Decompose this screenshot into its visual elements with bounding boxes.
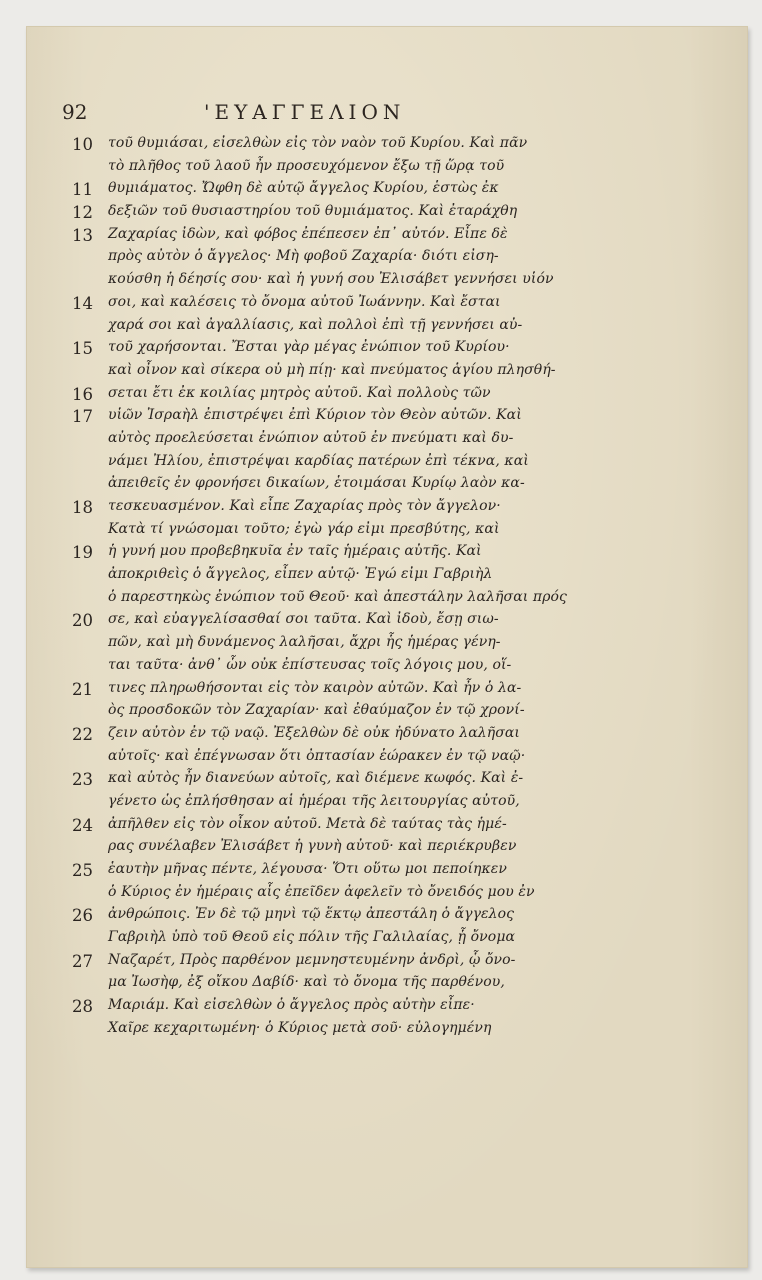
text-line — [72, 813, 632, 836]
line-text: πῶν, καὶ μὴ δυνάμενος λαλῆσαι, ἄχρι ἧς ἡμέρας γένη- — [108, 634, 501, 651]
text-line — [72, 608, 632, 631]
text-line — [72, 835, 632, 858]
verse-number: 17 — [72, 407, 93, 427]
text-line — [72, 177, 632, 200]
text-line — [72, 223, 632, 246]
line-text: τοῦ θυμιάσαι, εἰσελθὼν εἰς τὸν ναὸν τοῦ Κυρίου. Καὶ πᾶν — [108, 135, 528, 151]
gospel-text-block — [72, 132, 632, 1040]
text-line — [72, 1017, 632, 1040]
text-line — [72, 631, 632, 654]
line-text: Κατὰ τί γνώσομαι τοῦτο; ἐγὼ γάρ εἰμι πρεσβύτης, καὶ — [108, 520, 500, 537]
line-text: τινες πληρωθήσονται εἰς τὸν καιρὸν αὐτῶν. Καὶ ἦν ὁ λα- — [108, 679, 522, 696]
line-text: Μαριάμ. Καὶ εἰσελθὼν ὁ ἄγγελος πρὸς αὐτὴν εἶπε· — [108, 997, 475, 1014]
text-line — [72, 314, 632, 337]
text-line — [72, 971, 632, 994]
verse-number: 22 — [72, 724, 93, 744]
verse-number: 14 — [72, 293, 93, 313]
line-text: σοι, καὶ καλέσεις τὸ ὄνομα αὐτοῦ Ἰωάννην. Καὶ ἔσται — [108, 293, 501, 310]
text-line — [72, 382, 632, 405]
verse-number: 24 — [72, 815, 93, 835]
text-line — [72, 245, 632, 268]
verse-number: 11 — [72, 180, 93, 200]
text-line — [72, 359, 632, 382]
line-text: τὸ πλῆθος τοῦ λαοῦ ἦν προσευχόμενον ἔξω τῇ ὥρᾳ τοῦ — [108, 157, 505, 174]
verse-number: 20 — [72, 611, 93, 631]
text-line — [72, 586, 632, 609]
verse-number: 18 — [72, 498, 93, 517]
text-line — [72, 949, 632, 972]
text-line — [72, 677, 632, 700]
running-title: 'ΕΥΑΓΓΕΛΙΟΝ — [204, 100, 406, 124]
line-text: αὐτὸς προελεύσεται ἐνώπιον αὐτοῦ ἐν πνεύματι καὶ δυ- — [108, 429, 514, 446]
line-text: καὶ αὐτὸς ἦν διανεύων αὐτοῖς, καὶ διέμενε κωφός. Καὶ ἐ- — [108, 770, 524, 787]
verse-number: 26 — [72, 906, 93, 926]
text-line — [72, 291, 632, 314]
line-text: μα Ἰωσὴφ, ἐξ οἴκου Δαβίδ· καὶ τὸ ὄνομα τῆς παρθένου, — [108, 974, 505, 991]
line-text: ἀνθρώποις. Ἐν δὲ τῷ μηνὶ τῷ ἕκτῳ ἀπεστάλη ὁ ἄγγελος — [108, 906, 515, 923]
text-line — [72, 495, 632, 518]
verse-number: 10 — [72, 135, 93, 154]
text-line — [72, 790, 632, 813]
line-text: νάμει Ἠλίου, ἐπιστρέψαι καρδίας πατέρων ἐπὶ τέκνα, καὶ — [108, 452, 529, 469]
verse-number: 21 — [72, 679, 93, 699]
text-line — [72, 336, 632, 359]
text-line — [72, 926, 632, 949]
text-line — [72, 427, 632, 450]
verse-number: 28 — [72, 997, 93, 1017]
text-line — [72, 654, 632, 677]
line-text: αὐτοῖς· καὶ ἐπέγνωσαν ὅτι ὀπτασίαν ἑώρακεν ἐν τῷ ναῷ· — [108, 747, 526, 764]
line-text: τοῦ χαρήσονται. Ἔσται γὰρ μέγας ἐνώπιον τοῦ Κυρίου· — [108, 339, 510, 356]
verse-number: 13 — [72, 225, 93, 245]
line-text: χαρά σοι καὶ ἀγαλλίασις, καὶ πολλοὶ ἐπὶ τῇ γεννήσει αὐ- — [108, 316, 523, 333]
text-line — [72, 745, 632, 768]
verse-number: 12 — [72, 203, 93, 223]
text-line — [72, 903, 632, 926]
verse-number: 23 — [72, 770, 93, 790]
text-line — [72, 200, 632, 223]
line-text: καὶ οἶνον καὶ σίκερα οὐ μὴ πίῃ· καὶ πνεύματος ἁγίου πλησθή- — [108, 361, 556, 378]
verse-number: 25 — [72, 861, 93, 880]
line-text: κούσθη ἡ δέησίς σου· καὶ ἡ γυνή σου Ἐλισάβετ γεννήσει υἱόν — [108, 271, 554, 288]
text-line — [72, 540, 632, 563]
line-text: γένετο ὡς ἐπλήσθησαν αἱ ἡμέραι τῆς λειτουργίας αὐτοῦ, — [108, 792, 520, 809]
line-text: ὸς προσδοκῶν τὸν Ζαχαρίαν· καὶ ἐθαύμαζον ἐν τῷ χρονί- — [108, 702, 525, 719]
line-text: ἀπῆλθεν εἰς τὸν οἶκον αὐτοῦ. Μετὰ δὲ ταύτας τὰς ἡμέ- — [108, 815, 507, 832]
page-number: 92 — [62, 100, 88, 124]
line-text: Γαβριὴλ ὑπὸ τοῦ Θεοῦ εἰς πόλιν τῆς Γαλιλαίας, ᾗ ὄνομα — [108, 929, 516, 946]
line-text: Ζαχαρίας ἰδὼν, καὶ φόβος ἐπέπεσεν ἐπ᾽ αὐτόν. Εἶπε δὲ — [108, 225, 508, 242]
verse-number: 16 — [72, 384, 93, 404]
line-text: Χαῖρε κεχαριτωμένη· ὁ Κύριος μετὰ σοῦ· εὐλογημένη — [108, 1019, 492, 1036]
text-line — [72, 518, 632, 541]
line-text: ὁ παρεστηκὼς ἐνώπιον τοῦ Θεοῦ· καὶ ἀπεστάλην λαλῆσαι πρός — [108, 588, 567, 605]
running-head — [62, 100, 622, 126]
line-text: ἀποκριθεὶς ὁ ἄγγελος, εἶπεν αὐτῷ· Ἐγώ εἰμι Γαβριὴλ — [108, 566, 493, 583]
text-line — [72, 699, 632, 722]
line-text: ζειν αὐτὸν ἐν τῷ ναῷ. Ἐξελθὼν δὲ οὐκ ἠδύνατο λαλῆσαι — [108, 724, 521, 741]
text-line — [72, 132, 632, 155]
text-line — [72, 858, 632, 881]
line-text: ἡ γυνή μου προβεβηκυῖα ἐν ταῖς ἡμέραις αὐτῆς. Καὶ — [108, 543, 482, 560]
text-line — [72, 767, 632, 790]
text-line — [72, 268, 632, 291]
line-text: δεξιῶν τοῦ θυσιαστηρίου τοῦ θυμιάματος. Καὶ ἐταράχθη — [108, 203, 518, 220]
line-text: Ναζαρέτ, Πρὸς παρθένον μεμνηστευμένην ἀνδρὶ, ᾧ ὄνο- — [108, 951, 516, 968]
text-line — [72, 994, 632, 1017]
verse-number: 27 — [72, 951, 93, 971]
text-line — [72, 450, 632, 473]
line-text: σε, καὶ εὐαγγελίσασθαί σοι ταῦτα. Καὶ ἰδοὺ, ἔσῃ σιω- — [108, 611, 499, 628]
line-text: θυμιάματος. Ὤφθη δὲ αὐτῷ ἄγγελος Κυρίου, ἑστὼς ἐκ — [108, 180, 499, 197]
line-text: ἀπειθεῖς ἐν φρονήσει δικαίων, ἑτοιμάσαι Κυρίῳ λαὸν κα- — [108, 475, 525, 492]
line-text: ρας συνέλαβεν Ἐλισάβετ ἡ γυνὴ αὐτοῦ· καὶ περιέκρυβεν — [108, 838, 517, 855]
line-text: τεσκευασμένον. Καὶ εἶπε Ζαχαρίας πρὸς τὸν ἄγγελον· — [108, 498, 501, 514]
line-text: σεται ἔτι ἐκ κοιλίας μητρὸς αὐτοῦ. Καὶ πολλοὺς τῶν — [108, 384, 491, 401]
line-text: ἑαυτὴν μῆνας πέντε, λέγουσα· Ὅτι οὕτω μοι πεποίηκεν — [108, 861, 508, 877]
line-text: πρὸς αὐτὸν ὁ ἄγγελος· Μὴ φοβοῦ Ζαχαρία· διότι εἰση- — [108, 248, 499, 265]
line-text: υἱῶν Ἰσραὴλ ἐπιστρέψει ἐπὶ Κύριον τὸν Θεὸν αὐτῶν. Καὶ — [108, 407, 522, 424]
text-line — [72, 881, 632, 904]
text-line — [72, 722, 632, 745]
line-text: ὁ Κύριος ἐν ἡμέραις αἷς ἐπεῖδεν ἀφελεῖν τὸ ὄνειδός μου ἐν — [108, 883, 535, 900]
text-line — [72, 155, 632, 178]
text-line — [72, 472, 632, 495]
verse-number: 19 — [72, 543, 93, 563]
text-line — [72, 404, 632, 427]
line-text: ται ταῦτα· ἀνθ᾽ ὧν οὐκ ἐπίστευσας τοῖς λόγοις μου, οἵ- — [108, 656, 512, 673]
text-line — [72, 563, 632, 586]
verse-number: 15 — [72, 339, 93, 359]
